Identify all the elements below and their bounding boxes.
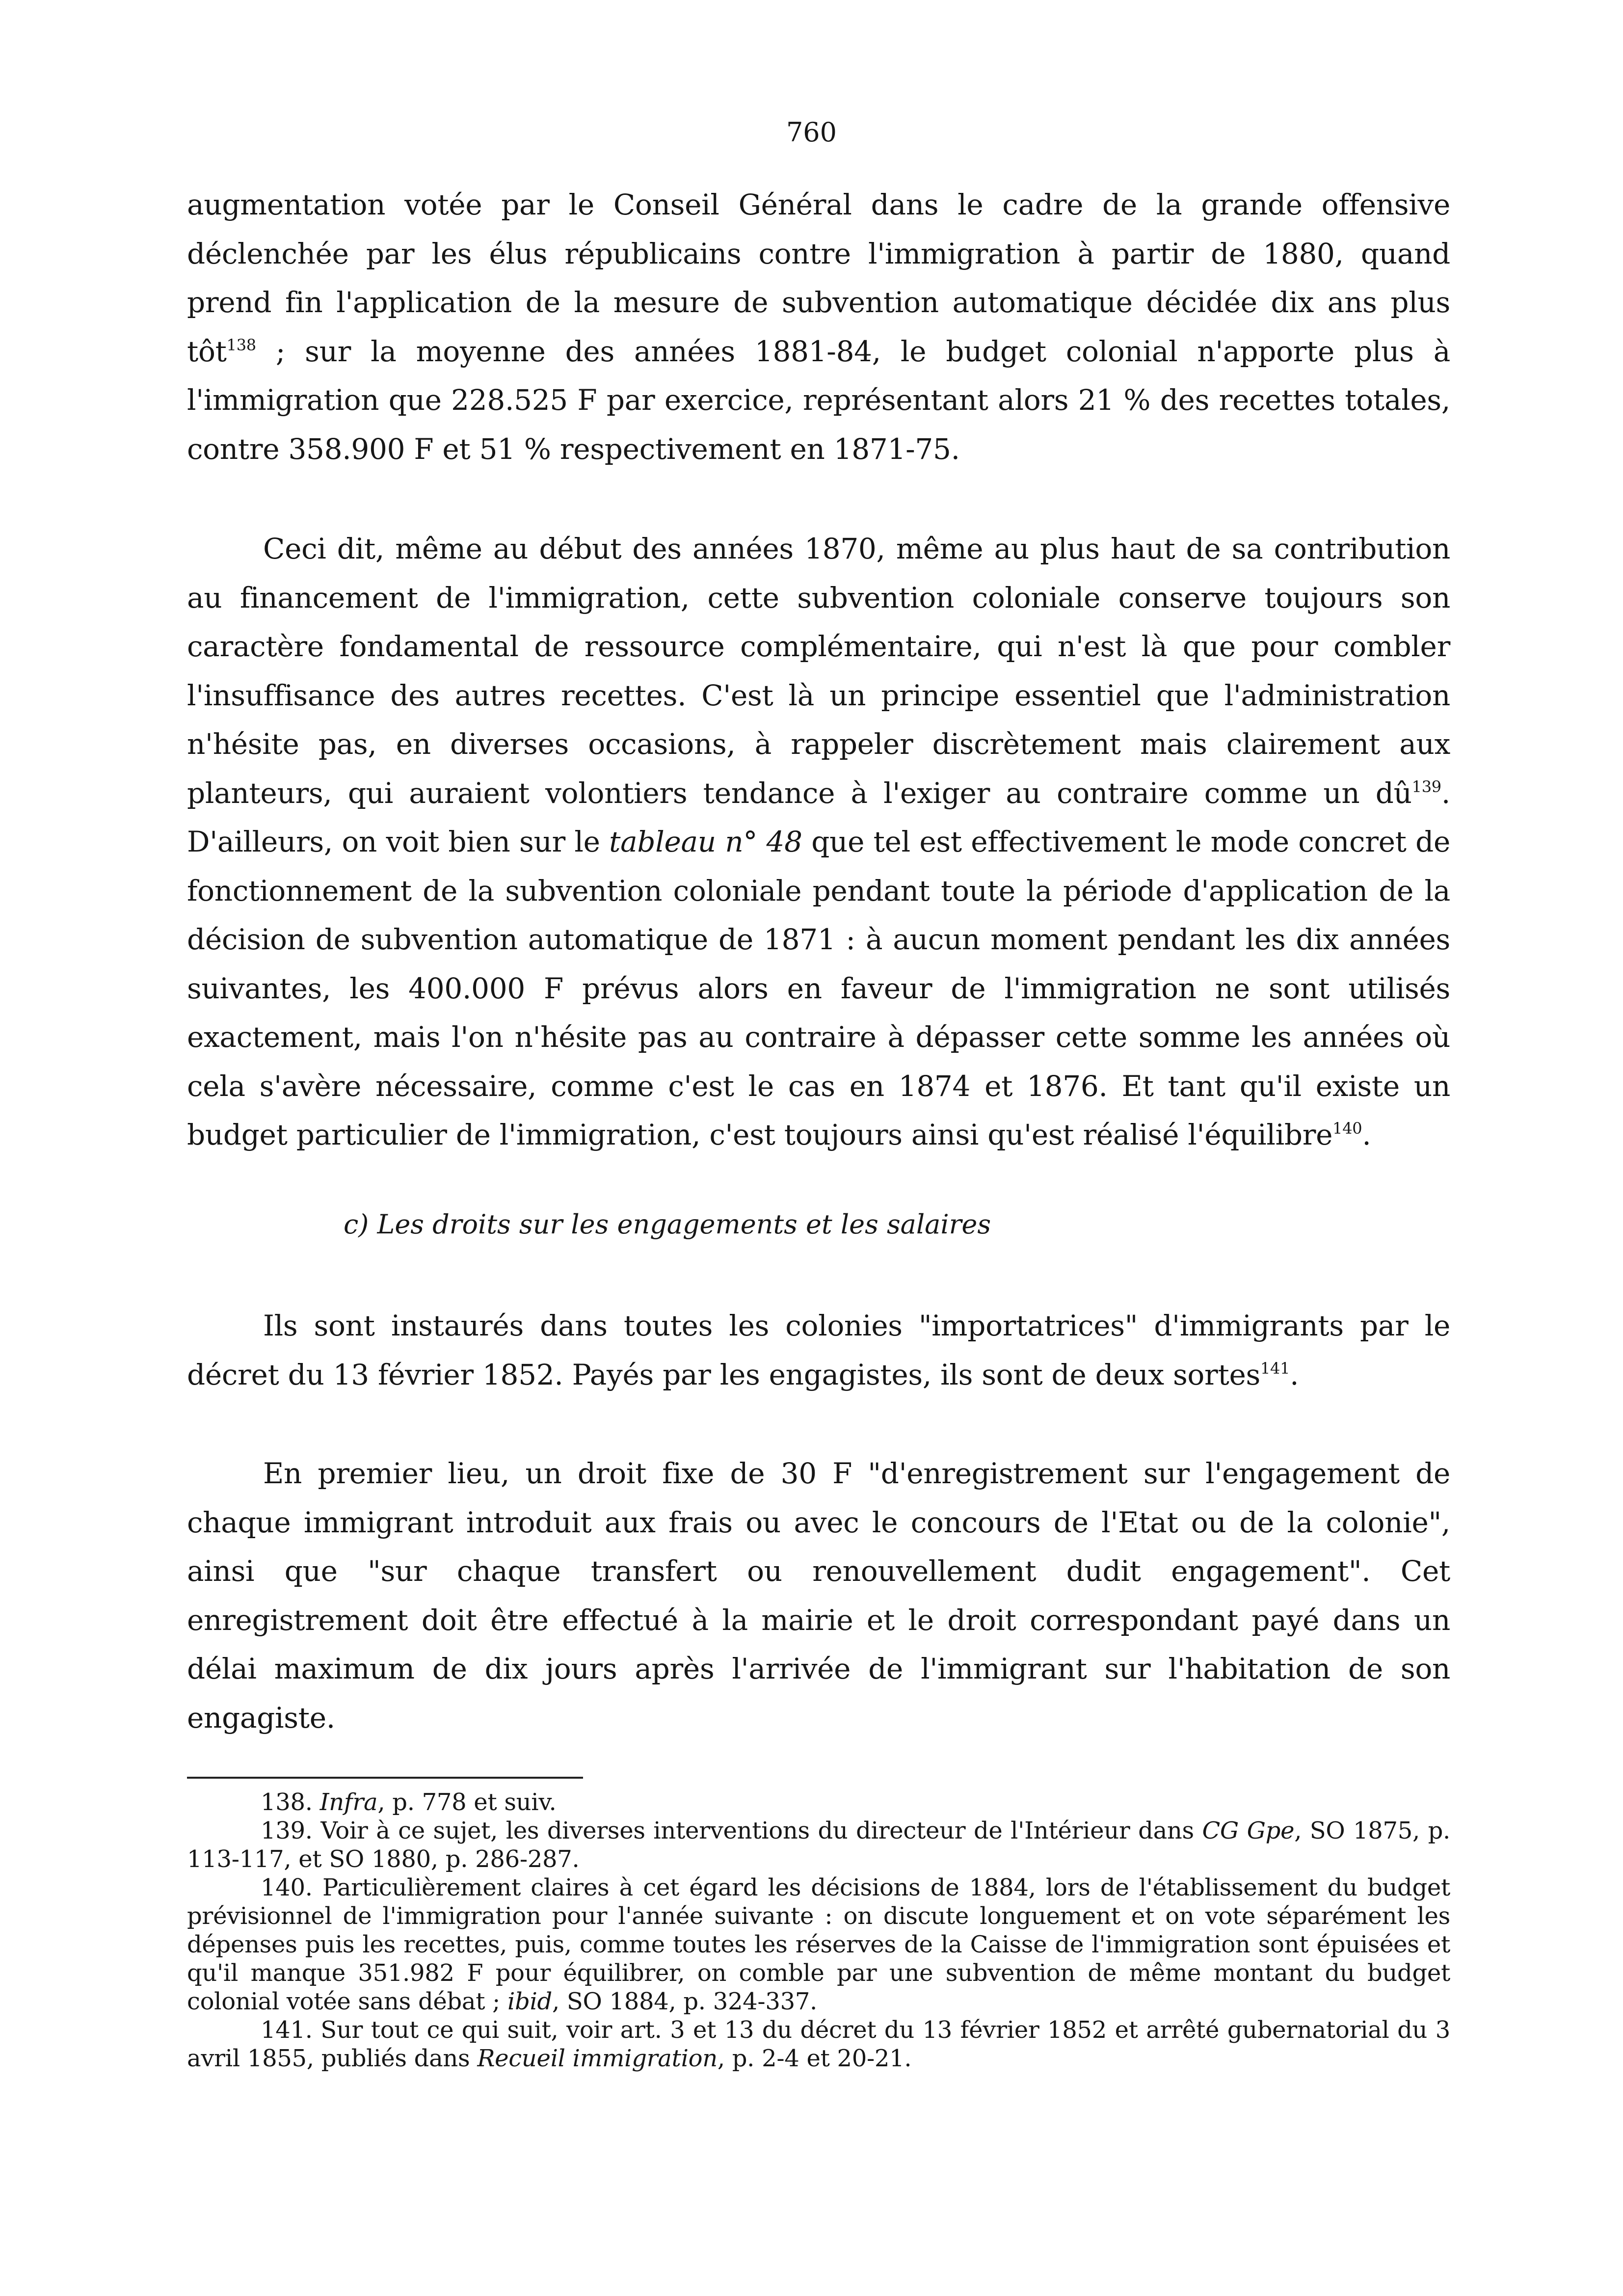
paragraph-text: ; sur la moyenne des années 1881-84, le budget colonial n'apporte plus à l'immigration que 228.525 F par exercice, représentant alors 21 % des recettes totales, contre 358.900 F et 51 % respectivement en 1871-75. <box>187 334 1450 466</box>
footnote-text: , SO 1884, p. 324-337. <box>552 1988 818 2015</box>
footnote-citation: Infra <box>319 1789 378 1816</box>
footnotes-section <box>187 1788 1450 2073</box>
footnote-citation: ibid <box>507 1988 552 2015</box>
footnote-text: 141. Sur tout ce qui suit, voir art. 3 et 13 du décret du 13 février 1852 et arrêté gubernatorial du 3 avril 1855, publiés dans <box>187 2016 1450 2072</box>
footnote-text: 140. Particulièrement claires à cet égard les décisions de 1884, lors de l'établissement du budget prévisionnel de l'immigration pour l'année suivante : on discute longuement et on vote séparément les dépenses puis les recettes, puis, comme toutes les réserves de la Caisse de l'immigration sont épuisées et qu'il manque 351.982 F pour équilibrer, on comble par une subvention de même montant du budget colonial votée sans débat ; <box>187 1874 1450 2015</box>
footnote-text: , SO 1875, p. 113-117, et SO 1880, p. 286-287. <box>187 1817 1450 1873</box>
footnote-ref-141: 141 <box>1260 1359 1290 1378</box>
footnote-separator <box>187 1777 583 1779</box>
footnote-text: , p. 778 et suiv. <box>377 1789 557 1816</box>
section-heading: c) Les droits sur les engagements et les salaires <box>344 1209 991 1240</box>
body-paragraph <box>187 525 1450 1160</box>
body-paragraph <box>187 1302 1450 1399</box>
paragraph-text: augmentation votée par le Conseil Général dans le cadre de la grande offensive déclenchée par les élus républicains contre l'immigration à partir de 1880, quand prend fin l'application de la mesure de subvention automatique décidée dix ans plus tôt <box>187 188 1450 368</box>
footnote-139 <box>187 1816 1450 1873</box>
footnote-ref-139: 139 <box>1411 777 1441 796</box>
footnote-140 <box>187 1873 1450 2016</box>
footnote-citation: CG Gpe <box>1202 1817 1295 1844</box>
footnote-citation: Recueil immigration <box>477 2045 718 2072</box>
footnote-text: 139. Voir à ce sujet, les diverses interventions du directeur de l'Intérieur dans <box>261 1817 1202 1844</box>
footnote-ref-138: 138 <box>226 335 256 354</box>
paragraph-text: . D'ailleurs, on voit bien sur le <box>187 776 1450 858</box>
paragraph-text: . <box>1290 1358 1299 1391</box>
body-paragraph <box>187 1449 1450 1742</box>
paragraph-text: . <box>1362 1118 1371 1151</box>
paragraph-text: Ceci dit, même au début des années 1870, même au plus haut de sa contribution au financement de l'immigration, cette subvention coloniale conserve toujours son caractère fondamental de ressource complémentaire, qui n'est là que pour combler l'insuffisance des autres recettes. C'est là un principe essentiel que l'administration n'hésite pas, en diverses occasions, à rappeler discrètement mais clairement aux planteurs, qui auraient volontiers tendance à l'exiger au contraire comme un dû <box>187 532 1450 810</box>
paragraph-text: En premier lieu, un droit fixe de 30 F "d'enregistrement sur l'engagement de chaque immigrant introduit aux frais ou avec le concours de l'Etat ou de la colonie", ainsi que "sur chaque transfert ou renouvellement dudit engagement". Cet enregistrement doit être effectué à la mairie et le droit correspondant payé dans un délai maximum de dix jours après l'arrivée de l'immigrant sur l'habitation de son engagiste. <box>187 1457 1450 1735</box>
paragraph-text: Ils sont instaurés dans toutes les colonies "importatrices" d'immigrants par le décret du 13 février 1852. Payés par les engagistes, ils sont de deux sortes <box>187 1309 1450 1391</box>
body-paragraph <box>187 181 1450 474</box>
footnote-138 <box>187 1788 1450 1816</box>
footnote-ref-140: 140 <box>1332 1119 1362 1138</box>
footnote-141 <box>187 2016 1450 2073</box>
footnote-text: , p. 2-4 et 20-21. <box>717 2045 912 2072</box>
table-reference: tableau n° 48 <box>609 825 802 858</box>
footnote-text: 138. <box>261 1789 320 1816</box>
page-number: 760 <box>786 117 837 148</box>
paragraph-text: que tel est effectivement le mode concret de fonctionnement de la subvention coloniale pendant toute la période d'application de la décision de subvention automatique de 1871 : à aucun moment pendant les dix années suivantes, les 400.000 F prévus alors en faveur de l'immigration ne sont utilisés exactement, mais l'on n'hésite pas au contraire à dépasser cette somme les années où cela s'avère nécessaire, comme c'est le cas en 1874 et 1876. Et tant qu'il existe un budget particulier de l'immigration, c'est toujours ainsi qu'est réalisé l'équilibre <box>187 825 1451 1151</box>
